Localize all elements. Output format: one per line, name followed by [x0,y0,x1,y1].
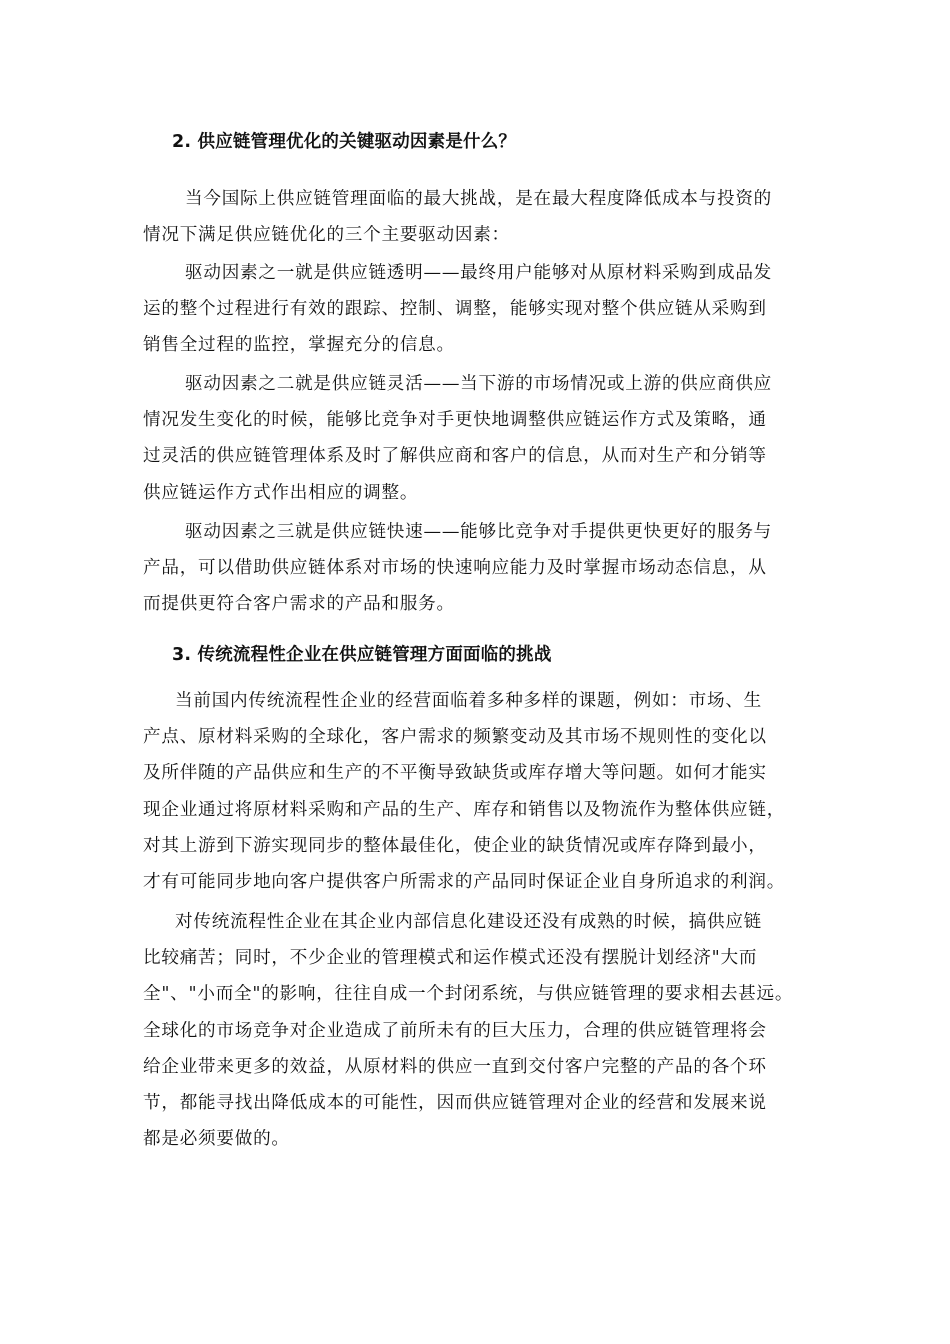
paragraph [143,683,811,900]
section-heading-3: 3. 传统流程性企业在供应链管理方面面临的挑战 [172,645,552,665]
paragraph [143,904,811,1157]
text-line: 情况下满足供应链优化的三个主要驱动因素： [143,225,510,246]
text-line: 都是必须要做的。 [143,1129,290,1150]
section-heading-2: 2. 供应链管理优化的关键驱动因素是什么？ [172,132,517,152]
text-line: 全"、"小而全"的影响，往往自成一个封闭系统，与供应链管理的要求相去甚远。 [143,984,794,1005]
text-line: 而提供更符合客户需求的产品和服务。 [143,594,455,615]
text-line: 过灵活的供应链管理体系及时了解供应商和客户的信息，从而对生产和分销等 [143,446,767,467]
text-line: 销售全过程的监控，掌握充分的信息。 [143,335,455,356]
text-line: 节，都能寻找出降低成本的可能性，因而供应链管理对企业的经营和发展来说 [143,1092,767,1113]
text-line: 驱动因素之三就是供应链快速——能够比竞争对手提供更快更好的服务与 [185,522,773,542]
text-line: 比较痛苦；同时，不少企业的管理模式和运作模式还没有摆脱计划经济"大而 [143,948,758,969]
text-line: 对传统流程性企业在其企业内部信息化建设还没有成熟的时候，搞供应链 [175,912,763,932]
text-line: 才有可能同步地向客户提供客户所需求的产品同时保证企业自身所追求的利润。 [143,871,786,892]
text-line: 运的整个过程进行有效的跟踪、控制、调整，能够实现对整个供应链从采购到 [143,299,767,320]
text-line: 驱动因素之二就是供应链灵活——当下游的市场情况或上游的供应商供应 [185,374,773,394]
text-line: 情况发生变化的时候，能够比竞争对手更快地调整供应链运作方式及策略，通 [143,410,767,431]
text-line: 产点、原材料采购的全球化，客户需求的频繁变动及其市场不规则性的变化以 [143,727,767,748]
text-line: 驱动因素之一就是供应链透明——最终用户能够对从原材料采购到成品发 [185,263,773,283]
text-line: 给企业带来更多的效益，从原材料的供应一直到交付客户完整的产品的各个环 [143,1056,767,1077]
text-line: 及所伴随的产品供应和生产的不平衡导致缺货或库存增大等问题。如何才能实 [143,763,767,784]
paragraph [143,181,811,253]
paragraph [143,255,811,364]
text-line: 供应链运作方式作出相应的调整。 [143,482,419,503]
text-line: 对其上游到下游实现同步的整体最佳化，使企业的缺货情况或库存降到最小， [143,835,767,856]
text-line: 产品，可以借助供应链体系对市场的快速响应能力及时掌握市场动态信息，从 [143,558,767,579]
text-line: 全球化的市场竞争对企业造成了前所未有的巨大压力，合理的供应链管理将会 [143,1020,767,1041]
paragraph [143,366,811,511]
text-line: 当前国内传统流程性企业的经营面临着多种多样的课题，例如：市场、生 [175,691,763,711]
text-line: 当今国际上供应链管理面临的最大挑战，是在最大程度降低成本与投资的 [185,189,773,209]
paragraph [143,514,811,623]
text-line: 现企业通过将原材料采购和产品的生产、库存和销售以及物流作为整体供应链， [143,799,786,820]
